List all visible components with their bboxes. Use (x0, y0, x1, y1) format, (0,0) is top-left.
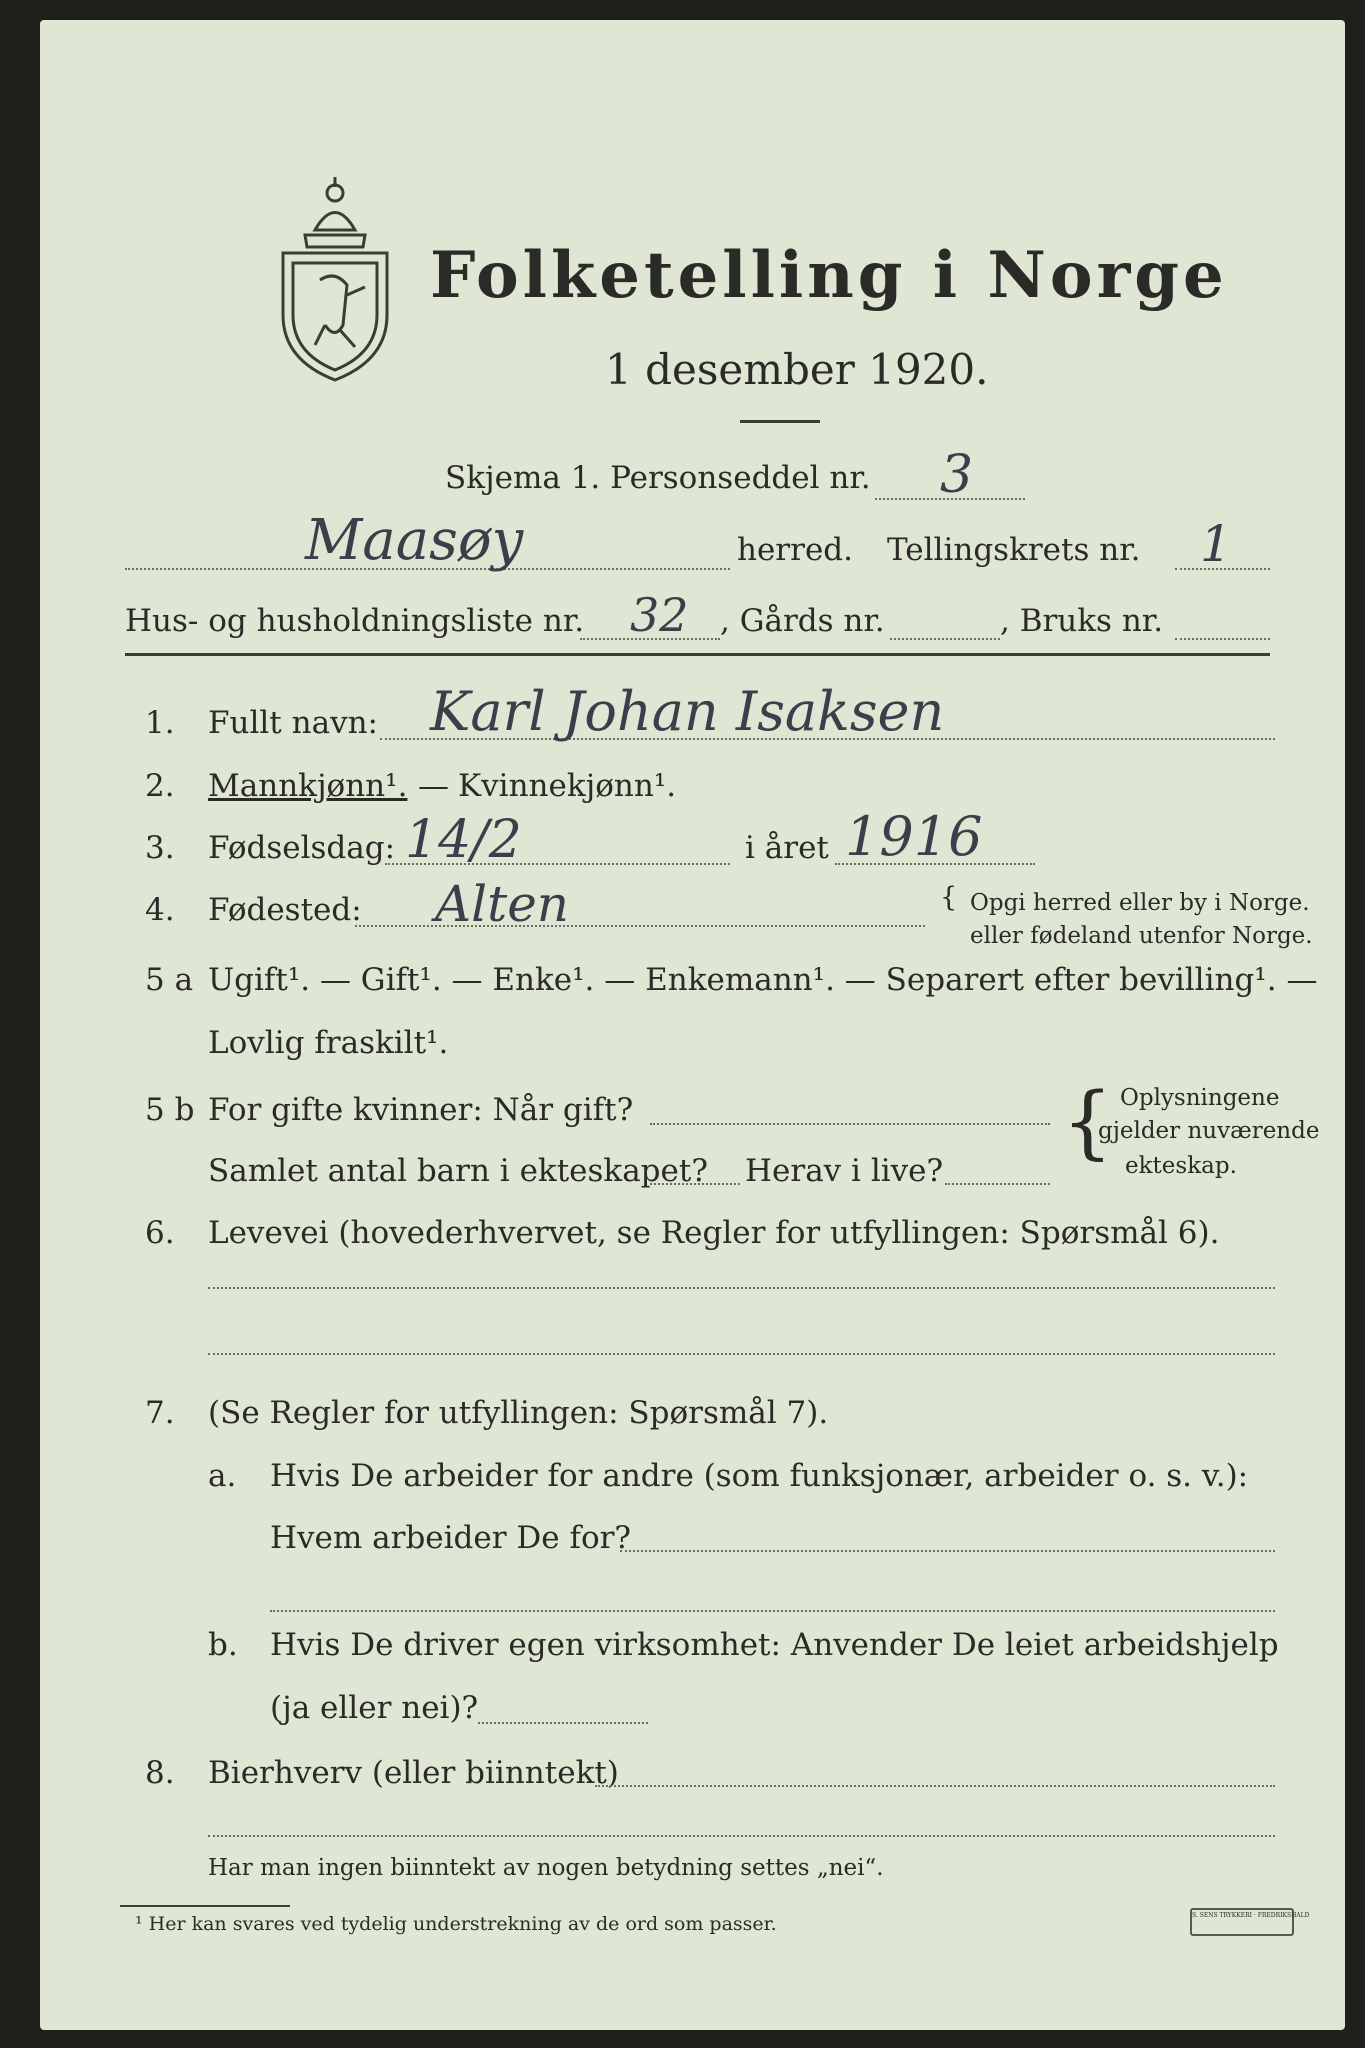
gards-label: , Gårds nr. (720, 603, 885, 639)
q5a-line-2: Lovlig fraskilt¹. (208, 1025, 449, 1061)
q7-label: (Se Regler for utfyllingen: Spørsmål 7). (208, 1395, 829, 1431)
header-divider (125, 653, 1270, 656)
q4-note-1: Opgi herred eller by i Norge. (970, 890, 1310, 916)
schema-number-handwritten: 3 (940, 445, 974, 505)
household-list-label: Hus- og husholdningsliste nr. (125, 603, 585, 639)
q3-year-handwritten: 1916 (845, 805, 983, 868)
q3-year-label: i året (745, 830, 829, 866)
q5a-line-1: Ugift¹. — Gift¹. — Enke¹. — Enkemann¹. — Separert efter bevilling¹. — (208, 962, 1318, 998)
q7b-line-2: (ja eller nei)? (270, 1690, 479, 1726)
q6-line-2 (208, 1353, 1275, 1355)
q1-label: Fullt navn: (208, 705, 378, 741)
q7a-employer-line-2 (270, 1610, 1275, 1612)
form-title: Folketelling i Norge (430, 238, 1228, 313)
q2-separator: — (418, 768, 449, 804)
q5b-note-1: Oplysningene (1120, 1085, 1280, 1111)
bruks-line (1175, 638, 1270, 640)
q5b-note-3: ekteskap. (1125, 1153, 1237, 1179)
q5a-number: 5 a (145, 962, 194, 998)
q8-note: Har man ingen biinntekt av nogen betydning settes „nei“. (208, 1855, 884, 1881)
q7a-letter: a. (208, 1458, 237, 1494)
q7b-answer-line (478, 1722, 648, 1724)
q1-number: 1. (145, 705, 175, 741)
q3-label: Fødselsdag: (208, 830, 396, 866)
q5b-alive-label: Herav i live? (745, 1153, 944, 1189)
q5b-children-line (650, 1183, 740, 1185)
q2-female: Kvinnekjønn¹. (458, 768, 677, 804)
q2-number: 2. (145, 768, 175, 804)
q1-name-handwritten: Karl Johan Isaksen (430, 680, 945, 743)
q5b-children-label: Samlet antal barn i ekteskapet? (208, 1153, 708, 1189)
q4-birthplace-handwritten: Alten (435, 875, 569, 933)
q7a-employer-line (620, 1550, 1275, 1552)
q3-number: 3. (145, 830, 175, 866)
q4-brace: { (940, 882, 958, 913)
q8-line-2 (208, 1835, 1275, 1837)
q8-label: Bierhverv (eller biinntekt) (208, 1755, 619, 1791)
title-divider (740, 420, 820, 423)
q8-number: 8. (145, 1755, 175, 1791)
bruks-label: , Bruks nr. (1000, 603, 1164, 639)
printer-stamp: S. SENS TRYKKERI · FREDRIKSHALD (1190, 1908, 1294, 1936)
q4-label: Fødested: (208, 892, 362, 928)
coat-of-arms-icon (275, 175, 395, 385)
q6-number: 6. (145, 1215, 175, 1251)
footnote-rule (120, 1905, 290, 1907)
q4-number: 4. (145, 892, 175, 928)
schema-label: Skjema 1. Personseddel nr. (445, 460, 871, 496)
q6-line-1 (208, 1287, 1275, 1289)
q5b-alive-line (945, 1183, 1050, 1185)
q5b-number: 5 b (145, 1092, 195, 1128)
q7b-line-1: Hvis De driver egen virksomhet: Anvender De leiet arbeidshjelp (270, 1627, 1279, 1663)
herred-label: herred. (737, 532, 853, 568)
q3-birthday-handwritten: 14/2 (405, 810, 522, 870)
q5b-line-1: For gifte kvinner: Når gift? (208, 1092, 634, 1128)
q4-note-2: eller fødeland utenfor Norge. (970, 923, 1313, 949)
q7a-line-1: Hvis De arbeider for andre (som funksjonær, arbeider o. s. v.): (270, 1458, 1249, 1494)
q5b-brace: { (1062, 1075, 1113, 1168)
footnote: ¹ Her kan svares ved tydelig understrekning av de ord som passer. (135, 1913, 777, 1935)
q7a-line-2: Hvem arbeider De for? (270, 1520, 632, 1556)
q8-line-1 (595, 1785, 1275, 1787)
gards-line (890, 638, 1000, 640)
census-form-page (40, 20, 1345, 2030)
tellingskrets-label: Tellingskrets nr. (887, 532, 1141, 568)
q2-male-underlined: Mannkjønn¹. (208, 768, 408, 804)
census-date: 1 desember 1920. (605, 345, 989, 394)
q5b-note-2: gjelder nuværende (1098, 1118, 1320, 1144)
tellingskrets-handwritten: 1 (1200, 515, 1232, 573)
municipality-handwritten: Maasøy (305, 508, 524, 573)
household-list-handwritten: 32 (630, 588, 689, 642)
q7-number: 7. (145, 1395, 175, 1431)
q7b-letter: b. (208, 1627, 238, 1663)
q6-label: Levevei (hovederhvervet, se Regler for utfyllingen: Spørsmål 6). (208, 1215, 1220, 1251)
q5b-married-line (650, 1123, 1050, 1125)
